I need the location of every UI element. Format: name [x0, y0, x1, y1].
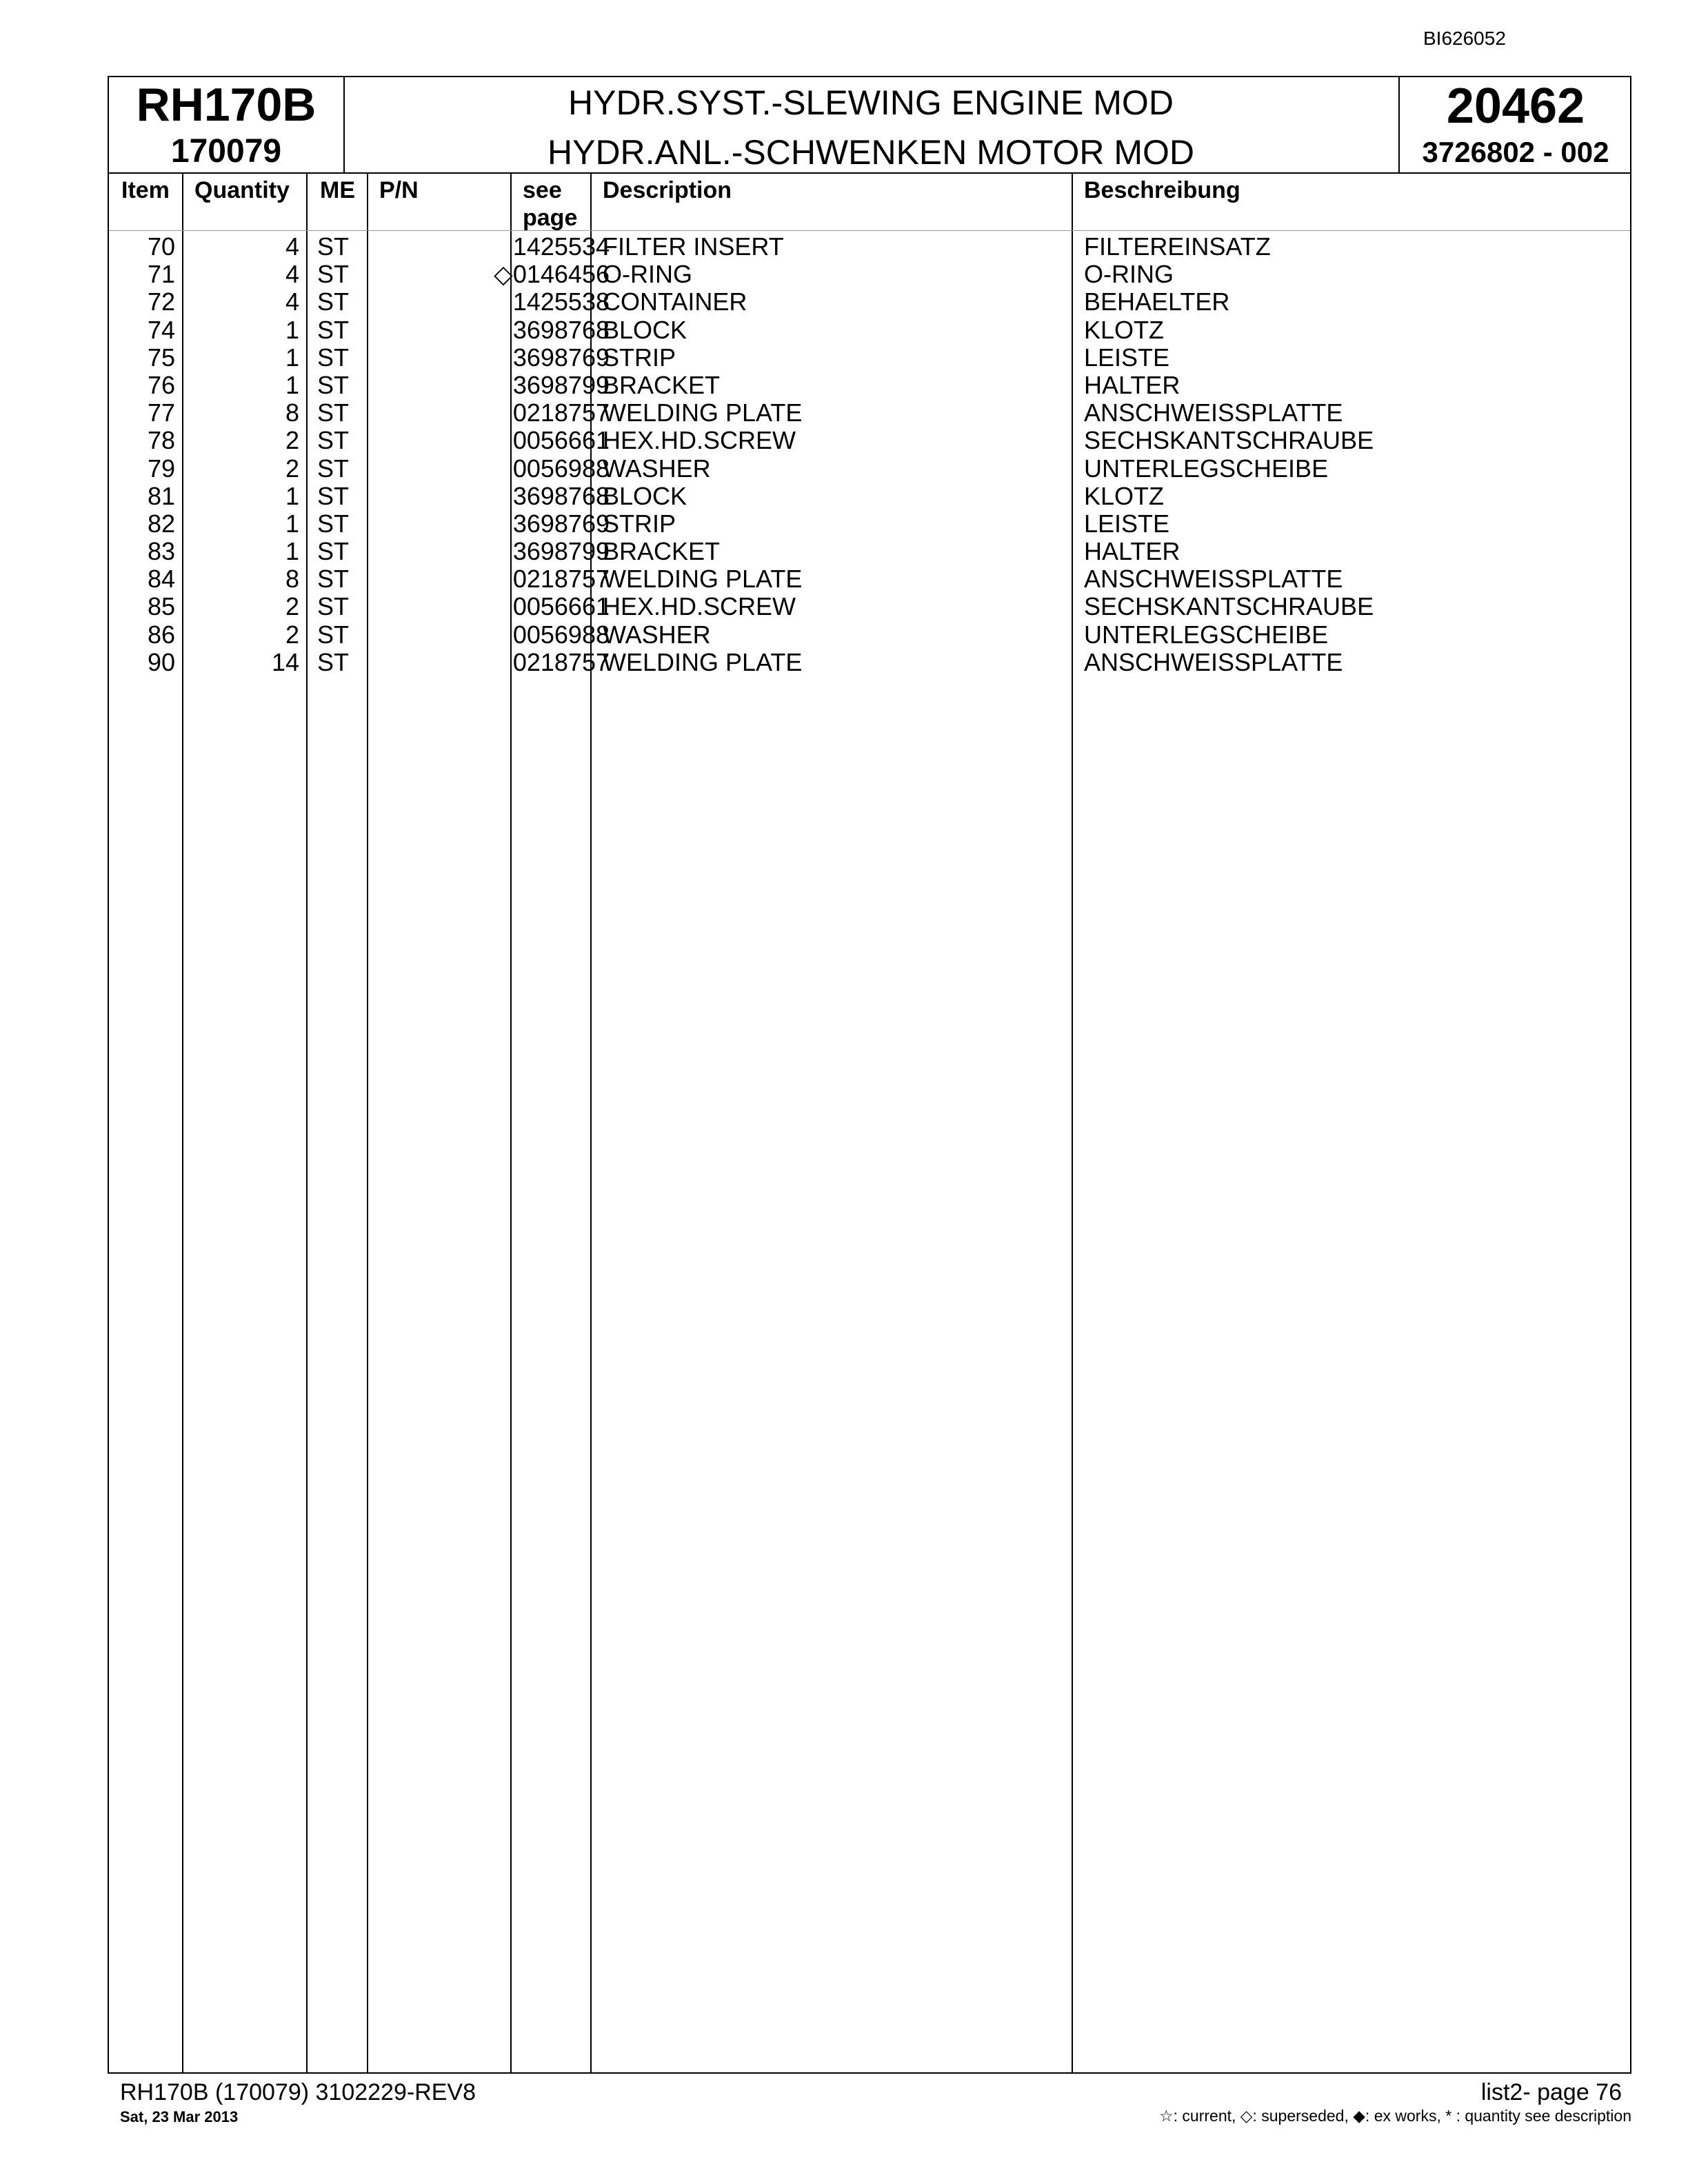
cell-me: ST: [317, 565, 350, 594]
cell-item: 86: [147, 620, 175, 649]
cell-me: ST: [317, 647, 350, 676]
footer-doc-ref: RH170B (170079) 3102229-REV8: [120, 2079, 476, 2105]
footer-date: Sat, 23 Mar 2013: [120, 2108, 239, 2125]
cell-pn: 0218757: [512, 398, 610, 427]
cell-item: 76: [147, 370, 175, 399]
cell-beschreibung: HALTER: [1084, 537, 1180, 566]
cell-description: O-RING: [603, 260, 692, 289]
cell-quantity: 1: [285, 481, 299, 510]
cell-quantity: 14: [271, 647, 299, 676]
table-row: [109, 621, 1630, 649]
cell-pn: 3698768: [512, 481, 610, 510]
cell-me: ST: [317, 509, 350, 538]
cell-item: 78: [147, 426, 175, 455]
cell-pn: 0218757: [512, 565, 610, 594]
model-name: RH170B: [136, 79, 316, 131]
cell-description: BRACKET: [603, 370, 721, 399]
cell-beschreibung: O-RING: [1084, 260, 1174, 289]
table-row: [109, 399, 1630, 427]
cell-pn: 3698768: [512, 315, 610, 344]
cell-pn: 3698799: [512, 537, 610, 566]
cell-quantity: 1: [285, 370, 299, 399]
cell-item: 90: [147, 647, 175, 676]
cell-item: 75: [147, 343, 175, 372]
cell-quantity: 2: [285, 620, 299, 649]
cell-beschreibung: ANSCHWEISSPLATTE: [1084, 565, 1343, 594]
cell-beschreibung: KLOTZ: [1084, 315, 1165, 344]
table-row: [109, 565, 1630, 593]
cell-item: 79: [147, 454, 175, 483]
footer-page-number: list2- page 76: [1480, 2079, 1622, 2105]
cell-description: CONTAINER: [603, 287, 747, 316]
cell-item: 82: [147, 509, 175, 538]
cell-item: 72: [147, 287, 175, 316]
cell-description: WASHER: [603, 454, 711, 483]
cell-quantity: 8: [285, 398, 299, 427]
footer-legend: ☆: current, ◇: superseded, ◆: ex works, * : quantity see description: [1159, 2107, 1631, 2125]
cell-quantity: 4: [285, 287, 299, 316]
cell-description: STRIP: [603, 343, 676, 372]
cell-quantity: 1: [285, 343, 299, 372]
cell-me: ST: [317, 260, 350, 289]
cell-me: ST: [317, 481, 350, 510]
cell-pn: 1425534: [512, 232, 610, 261]
cell-item: 74: [147, 315, 175, 344]
cell-me: ST: [317, 370, 350, 399]
cell-item: 81: [147, 481, 175, 510]
cell-pn: 0056988: [512, 454, 610, 483]
cell-beschreibung: UNTERLEGSCHEIBE: [1084, 454, 1329, 483]
cell-me: ST: [317, 592, 350, 621]
cell-me: ST: [317, 426, 350, 455]
cell-description: BLOCK: [603, 315, 687, 344]
cell-quantity: 8: [285, 565, 299, 594]
cell-quantity: 2: [285, 454, 299, 483]
table-row: [109, 510, 1630, 538]
table-row: [109, 344, 1630, 372]
cell-me: ST: [317, 315, 350, 344]
cell-description: BLOCK: [603, 481, 687, 510]
cell-me: ST: [317, 620, 350, 649]
cell-beschreibung: KLOTZ: [1084, 481, 1165, 510]
cell-quantity: 1: [285, 315, 299, 344]
serial-number: 170079: [170, 133, 282, 170]
document-id: BI626052: [1423, 28, 1506, 49]
part-reference: 3726802 - 002: [1422, 136, 1609, 168]
column-header-see-page: [523, 176, 577, 232]
table-row: [109, 483, 1630, 510]
column-header-me: ME: [320, 177, 355, 203]
table-row: [109, 455, 1630, 483]
cell-beschreibung: ANSCHWEISSPLATTE: [1084, 398, 1343, 427]
cell-pn: 1425538: [512, 287, 610, 316]
cell-pn: 0056661: [512, 592, 610, 621]
cell-quantity: 1: [285, 537, 299, 566]
cell-description: WELDING PLATE: [603, 647, 803, 676]
cell-quantity: 2: [285, 426, 299, 455]
title-english: HYDR.SYST.-SLEWING ENGINE MOD: [568, 83, 1174, 122]
table-row: [109, 593, 1630, 620]
column-header-beschreibung: Beschreibung: [1084, 177, 1240, 203]
cell-beschreibung: BEHAELTER: [1084, 287, 1230, 316]
cell-description: WELDING PLATE: [603, 565, 803, 594]
cell-beschreibung: FILTEREINSATZ: [1084, 232, 1271, 261]
cell-pn: 3698769: [512, 509, 610, 538]
table-row: [109, 261, 1630, 288]
cell-beschreibung: LEISTE: [1084, 343, 1170, 372]
cell-item: 85: [147, 592, 175, 621]
cell-quantity: 2: [285, 592, 299, 621]
cell-description: BRACKET: [603, 537, 721, 566]
column-header-pn: P/N: [379, 177, 419, 203]
cell-me: ST: [317, 537, 350, 566]
cell-pn: ◇0146456: [494, 260, 610, 289]
cell-description: HEX.HD.SCREW: [603, 426, 796, 455]
cell-beschreibung: SECHSKANTSCHRAUBE: [1084, 426, 1374, 455]
cell-item: 70: [147, 232, 175, 261]
column-header-page: page: [523, 205, 578, 231]
table-row: [109, 233, 1630, 261]
cell-description: HEX.HD.SCREW: [603, 592, 796, 621]
column-header-item: Item: [121, 177, 170, 203]
table-row: [109, 316, 1630, 344]
cell-pn: 0218757: [512, 647, 610, 676]
cell-me: ST: [317, 398, 350, 427]
cell-me: ST: [317, 232, 350, 261]
cell-quantity: 1: [285, 509, 299, 538]
group-number: 20462: [1446, 79, 1585, 134]
cell-pn: 0056661: [512, 426, 610, 455]
cell-quantity: 4: [285, 232, 299, 261]
parts-table: [108, 174, 1631, 2074]
cell-pn: 0056988: [512, 620, 610, 649]
cell-beschreibung: UNTERLEGSCHEIBE: [1084, 620, 1329, 649]
cell-description: STRIP: [603, 509, 676, 538]
title-german: HYDR.ANL.-SCHWENKEN MOTOR MOD: [547, 133, 1194, 172]
cell-item: 84: [147, 565, 175, 594]
cell-description: WELDING PLATE: [603, 398, 803, 427]
cell-beschreibung: ANSCHWEISSPLATTE: [1084, 647, 1343, 676]
cell-beschreibung: HALTER: [1084, 370, 1180, 399]
cell-quantity: 4: [285, 260, 299, 289]
table-row: [109, 288, 1630, 316]
column-header-quantity: Quantity: [194, 177, 290, 203]
column-header-description: Description: [603, 177, 732, 203]
cell-beschreibung: SECHSKANTSCHRAUBE: [1084, 592, 1374, 621]
table-row: [109, 372, 1630, 399]
header-box: [108, 76, 1631, 174]
cell-me: ST: [317, 454, 350, 483]
parts-rows: [109, 233, 1630, 676]
cell-item: 83: [147, 537, 175, 566]
cell-pn: 3698769: [512, 343, 610, 372]
cell-description: FILTER INSERT: [603, 232, 784, 261]
cell-beschreibung: LEISTE: [1084, 509, 1170, 538]
cell-item: 77: [147, 398, 175, 427]
table-row: [109, 649, 1630, 676]
cell-item: 71: [147, 260, 175, 289]
table-row: [109, 538, 1630, 565]
cell-me: ST: [317, 287, 350, 316]
cell-description: WASHER: [603, 620, 711, 649]
cell-me: ST: [317, 343, 350, 372]
cell-pn: 3698799: [512, 370, 610, 399]
table-row: [109, 427, 1630, 454]
column-header-see: see: [523, 177, 562, 203]
